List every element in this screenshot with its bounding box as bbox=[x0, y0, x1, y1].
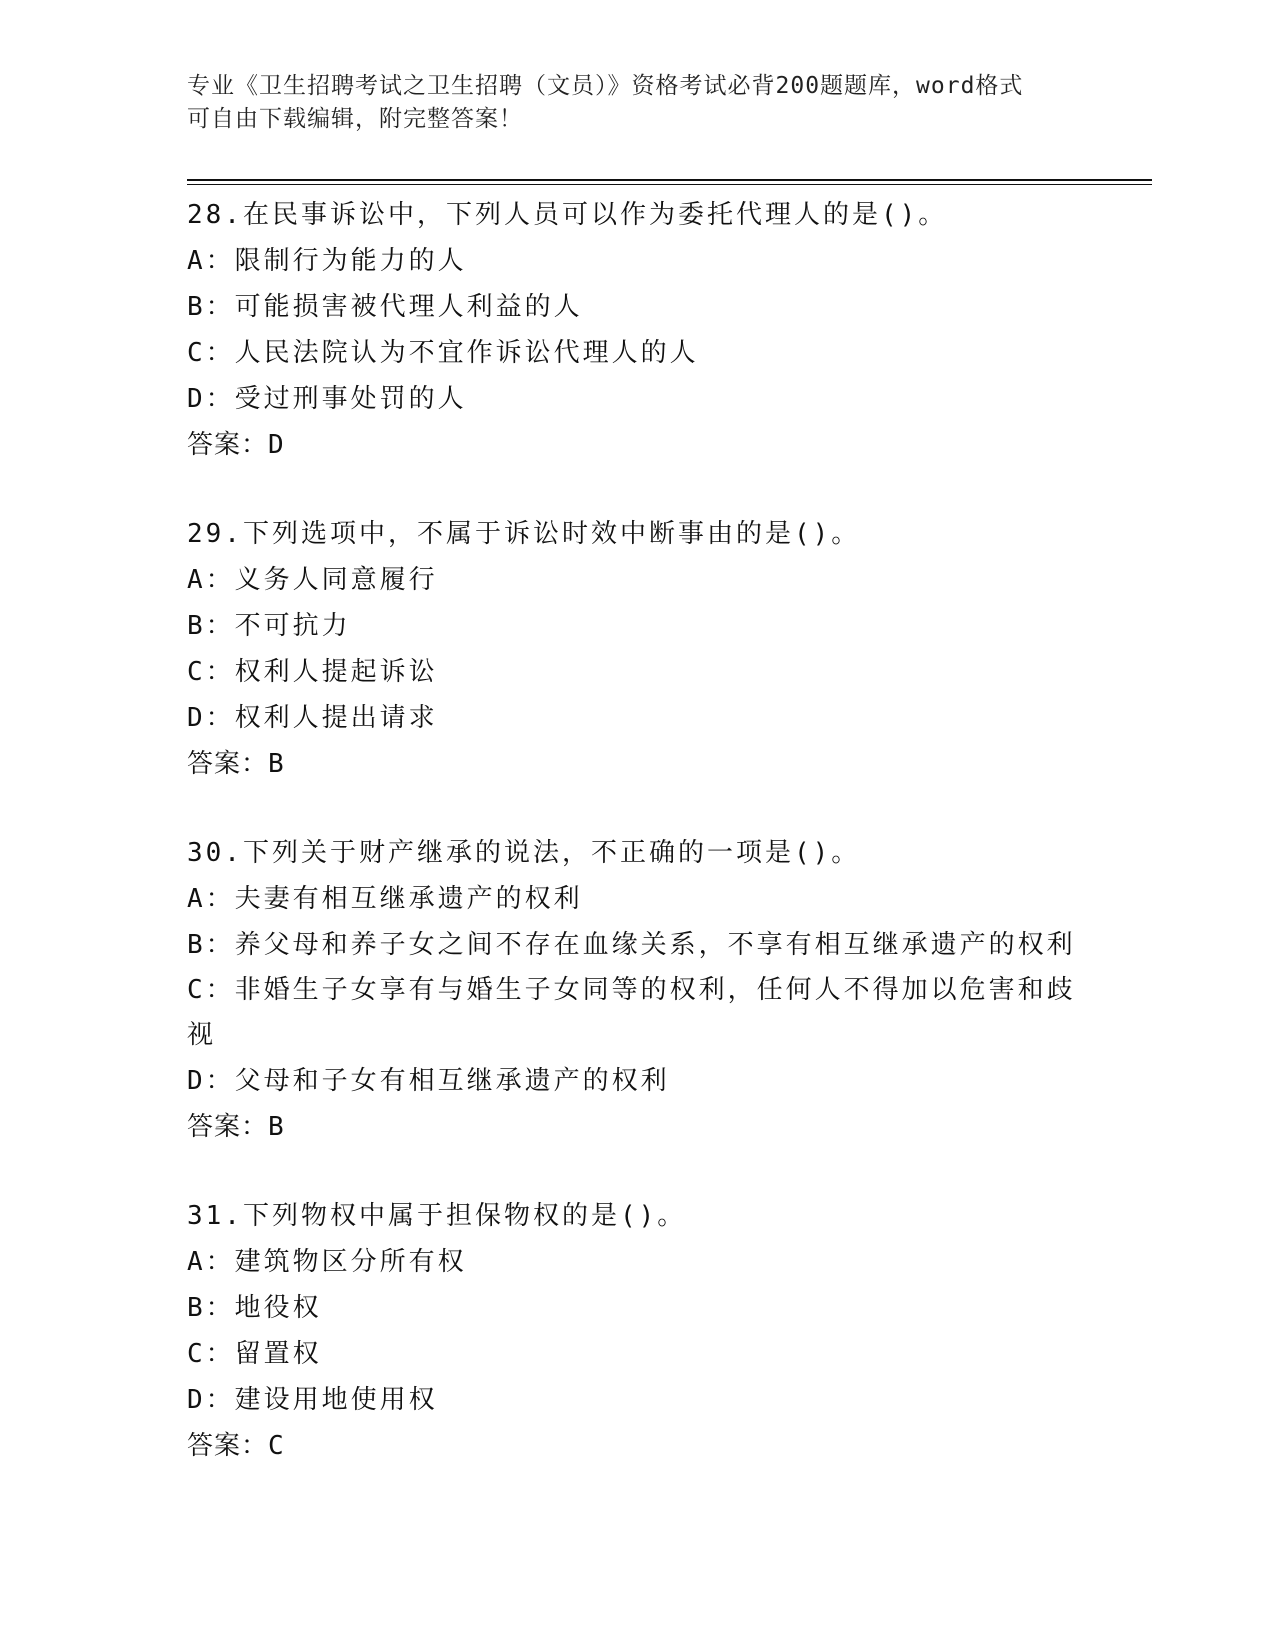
header-title-line-2: 可自由下载编辑，附完整答案！ bbox=[187, 106, 523, 132]
header-title-line-1: 专业《卫生招聘考试之卫生招聘（文员）》资格考试必背200题题库，word格式 bbox=[187, 73, 1024, 99]
option-b: B：可能损害被代理人利益的人 bbox=[187, 292, 583, 322]
answer-line bbox=[187, 741, 1077, 787]
question-text: 31.下列物权中属于担保物权的是()。 bbox=[187, 1201, 687, 1231]
header-divider-thin bbox=[187, 184, 1152, 185]
document-header bbox=[187, 70, 1067, 136]
answer-value: C bbox=[268, 1431, 285, 1461]
option-b: B：不可抗力 bbox=[187, 611, 351, 641]
option-a: A：夫妻有相互继承遗产的权利 bbox=[187, 884, 583, 914]
option-c: C：留置权 bbox=[187, 1339, 322, 1369]
question-28 bbox=[187, 192, 1077, 468]
option-c: C：权利人提起诉讼 bbox=[187, 657, 438, 687]
option-a: A：限制行为能力的人 bbox=[187, 246, 467, 276]
header-divider-thick bbox=[187, 179, 1152, 181]
question-text: 28.在民事诉讼中，下列人员可以作为委托代理人的是()。 bbox=[187, 200, 948, 230]
answer-value: B bbox=[268, 749, 285, 779]
question-29 bbox=[187, 511, 1077, 787]
option-b: B：地役权 bbox=[187, 1293, 322, 1323]
option-c: C：人民法院认为不宜作诉讼代理人的人 bbox=[187, 338, 699, 368]
option-d: D：权利人提出请求 bbox=[187, 703, 438, 733]
answer-value: B bbox=[268, 1112, 285, 1142]
question-31 bbox=[187, 1193, 1077, 1469]
answer-line bbox=[187, 1423, 1077, 1469]
option-d: D：建设用地使用权 bbox=[187, 1385, 438, 1415]
option-d: D：父母和子女有相互继承遗产的权利 bbox=[187, 1066, 670, 1096]
question-30 bbox=[187, 830, 1077, 1150]
option-a: A：义务人同意履行 bbox=[187, 565, 438, 595]
option-d: D：受过刑事处罚的人 bbox=[187, 384, 467, 414]
question-list bbox=[187, 192, 1077, 1512]
option-b: B：养父母和养子女之间不存在血缘关系，不享有相互继承遗产的权利 bbox=[187, 930, 1076, 960]
answer-label: 答案： bbox=[187, 1112, 269, 1142]
answer-line bbox=[187, 1104, 1077, 1150]
answer-line bbox=[187, 422, 1077, 468]
answer-label: 答案： bbox=[187, 749, 269, 779]
option-a: A：建筑物区分所有权 bbox=[187, 1247, 467, 1277]
answer-value: D bbox=[268, 430, 285, 460]
answer-label: 答案： bbox=[187, 1431, 269, 1461]
answer-label: 答案： bbox=[187, 430, 269, 460]
question-text: 30.下列关于财产继承的说法，不正确的一项是()。 bbox=[187, 838, 861, 868]
option-c: C：非婚生子女享有与婚生子女同等的权利，任何人不得加以危害和歧视 bbox=[187, 975, 1076, 1050]
question-text: 29.下列选项中，不属于诉讼时效中断事由的是()。 bbox=[187, 519, 861, 549]
